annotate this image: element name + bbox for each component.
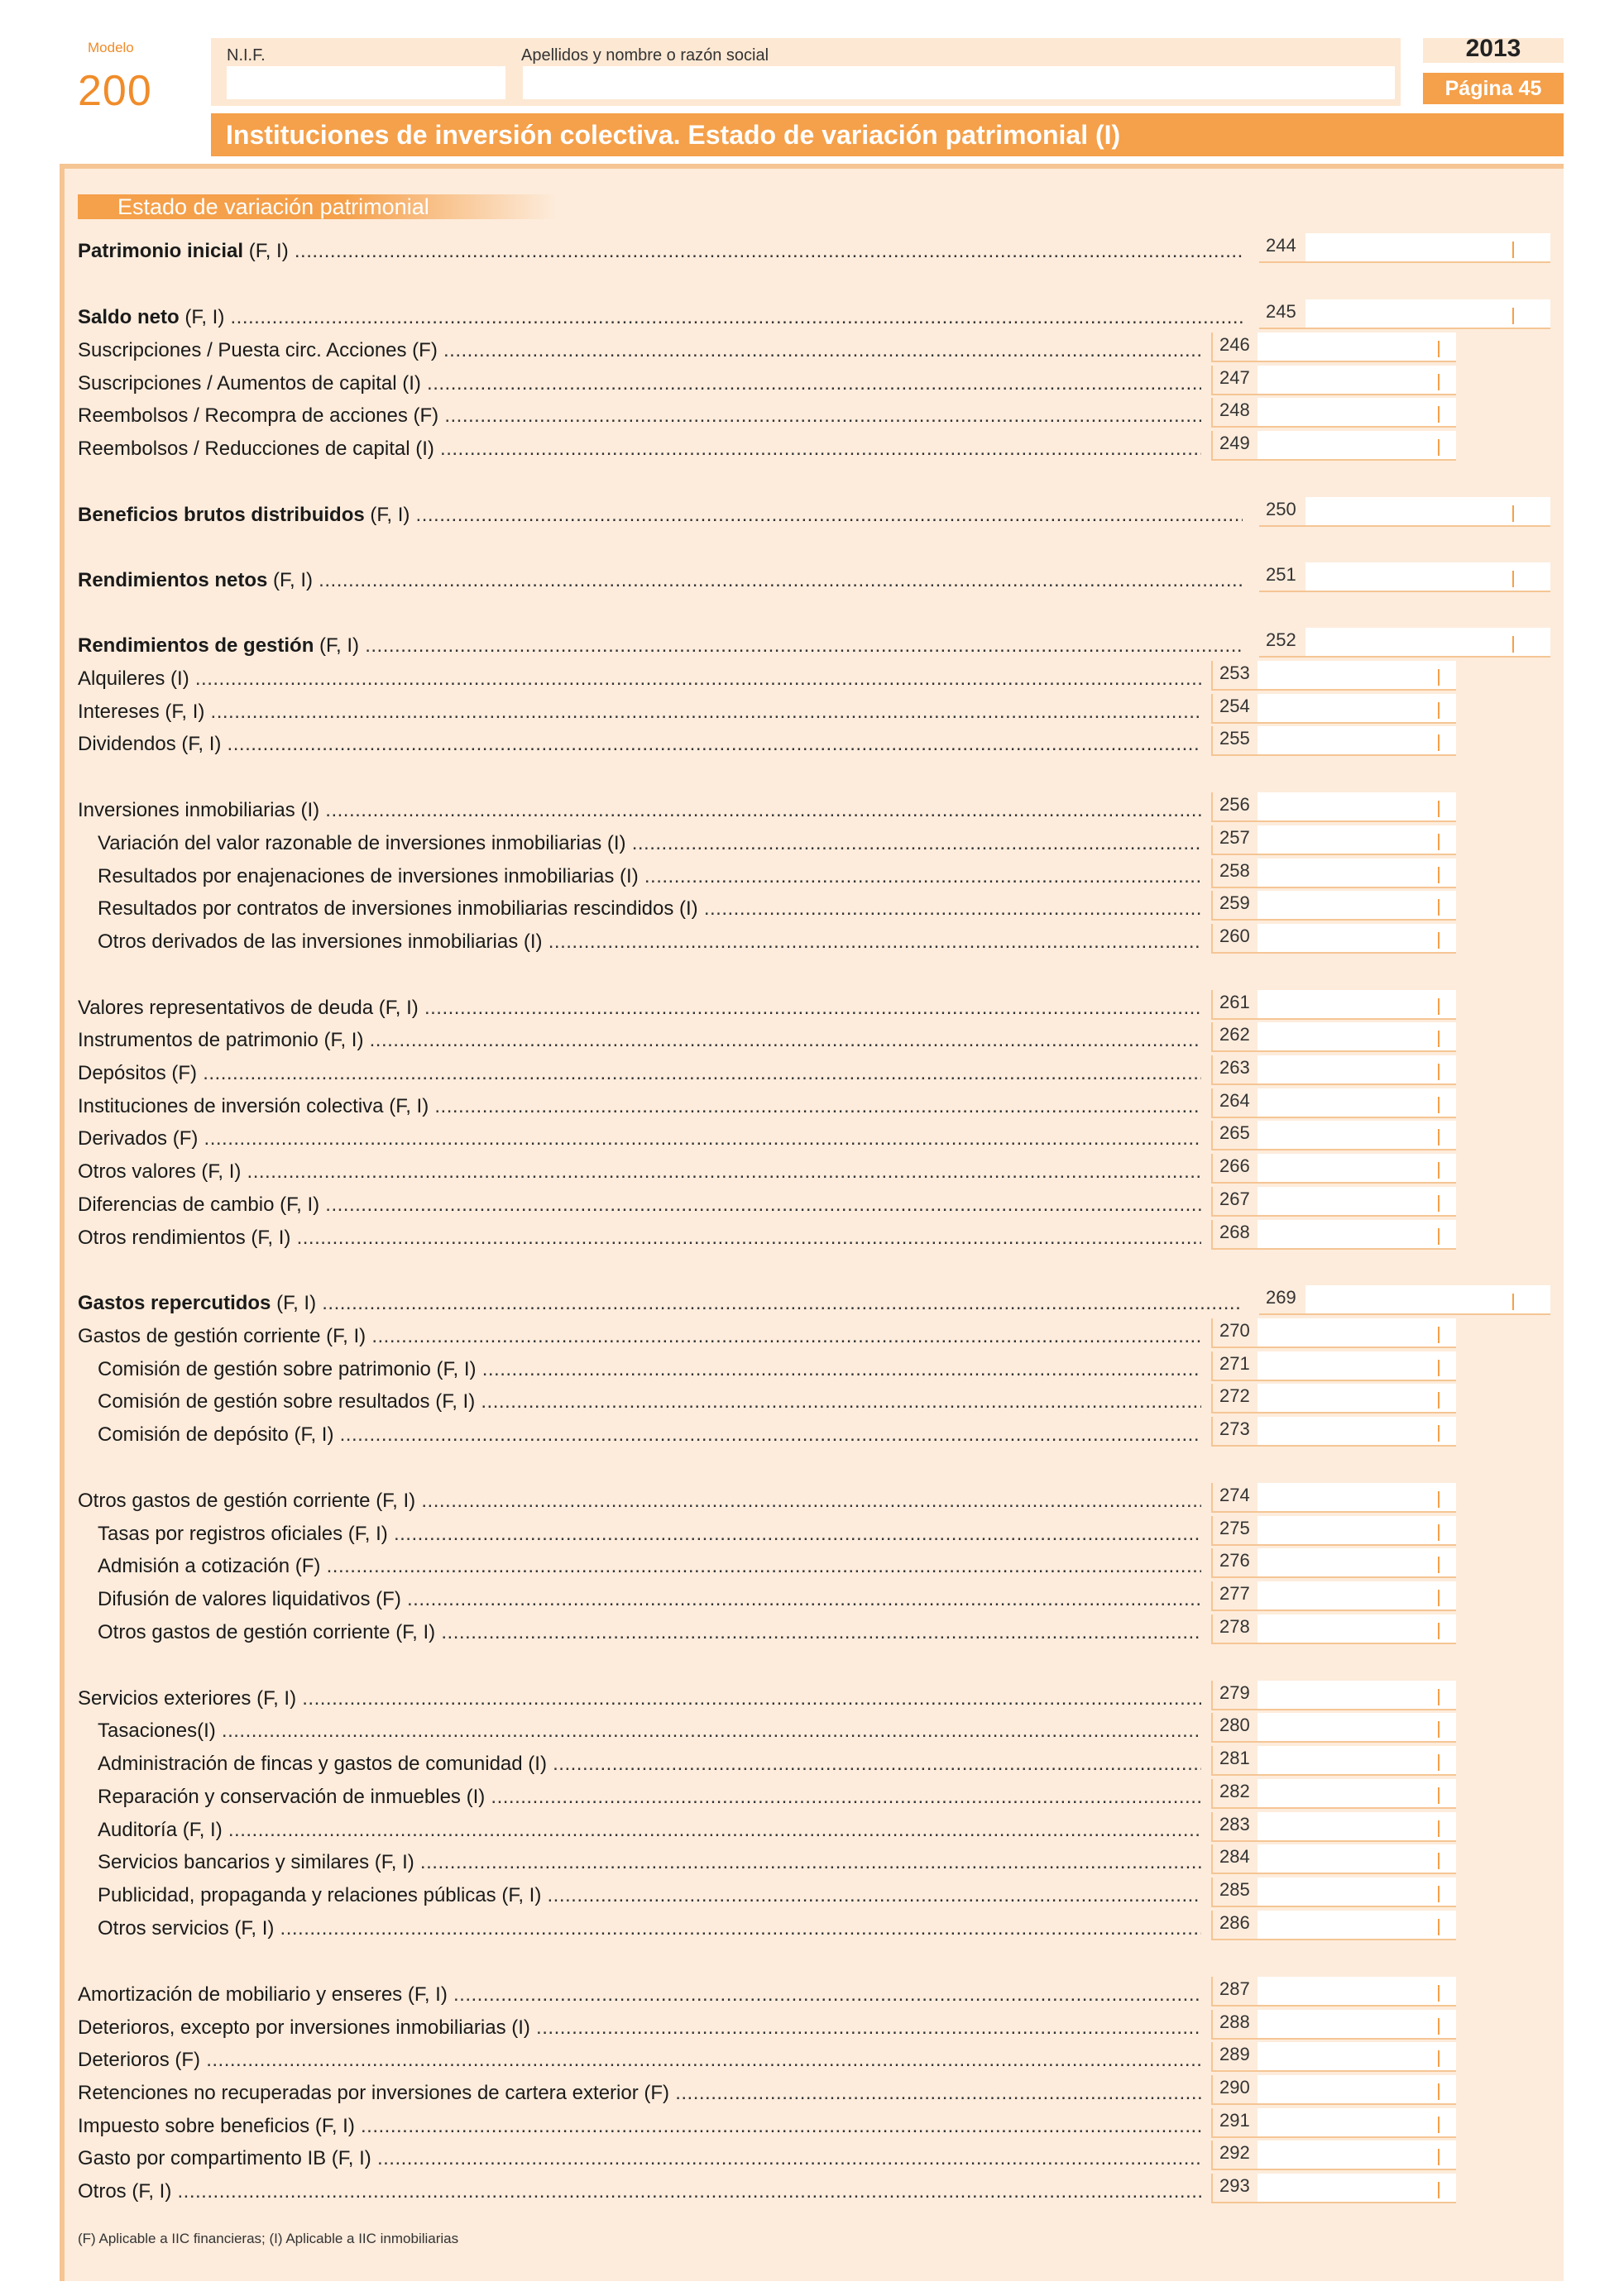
box-code-264: 264 [1211, 1088, 1258, 1118]
decimal-separator-mark [1438, 1721, 1440, 1738]
amount-field-277[interactable] [1258, 1581, 1456, 1611]
box-code-252: 252 [1259, 628, 1305, 658]
row-label-text: Otros servicios (F, I) [98, 1917, 275, 1940]
row-label-text: (F, I) [314, 634, 360, 657]
box-code-247: 247 [1211, 366, 1258, 395]
box-code-246: 246 [1211, 332, 1258, 362]
amount-field-271[interactable] [1258, 1351, 1456, 1381]
decimal-separator-mark [1438, 1524, 1440, 1541]
row-label-bold: Gastos repercutidos [78, 1292, 271, 1314]
amount-field-265[interactable] [1258, 1121, 1456, 1150]
row-label-291 [78, 2112, 1201, 2141]
decimal-separator-mark [1438, 1327, 1440, 1343]
amount-field-286[interactable] [1258, 1911, 1456, 1940]
amount-field-285[interactable] [1258, 1877, 1456, 1907]
decimal-separator-mark [1438, 1754, 1440, 1771]
row-label-text: Instituciones de inversión colectiva (F, I) [78, 1095, 429, 1117]
row-label-text: Valores representativos de deuda (F, I) [78, 997, 419, 1019]
row-label-text: Deterioros, excepto por inversiones inmobiliarias (I) [78, 2016, 530, 2039]
box-code-278: 278 [1211, 1614, 1258, 1644]
row-label-259 [98, 895, 1201, 923]
box-code-277: 277 [1211, 1581, 1258, 1611]
decimal-separator-mark [1438, 1853, 1440, 1869]
decimal-separator-mark [1438, 1787, 1440, 1804]
row-label-text: (F, I) [271, 1292, 317, 1314]
row-label-271 [98, 1356, 1201, 1384]
row-label-text: Suscripciones / Puesta circ. Acciones (F) [78, 339, 438, 361]
decimal-separator-mark [1512, 636, 1514, 653]
box-code-286: 286 [1211, 1911, 1258, 1940]
decimal-separator-mark [1438, 1590, 1440, 1606]
amount-field-251[interactable] [1305, 562, 1550, 592]
row-label-text: Instrumentos de patrimonio (F, I) [78, 1029, 364, 1051]
row-label-249 [78, 435, 1201, 463]
box-code-249: 249 [1211, 431, 1258, 461]
row-label-262 [78, 1026, 1201, 1055]
amount-field-255[interactable] [1258, 726, 1456, 756]
amount-field-289[interactable] [1258, 2042, 1456, 2072]
row-label-282 [98, 1783, 1201, 1811]
row-label-text: (F, I) [243, 240, 289, 262]
amount-field-259[interactable] [1258, 891, 1456, 921]
box-code-290: 290 [1211, 2075, 1258, 2105]
amount-field-247[interactable] [1258, 366, 1456, 395]
box-code-255: 255 [1211, 726, 1258, 756]
row-label-text: Resultados por contratos de inversiones inmobiliarias rescindidos (I) [98, 897, 698, 920]
amount-field-263[interactable] [1258, 1055, 1456, 1085]
amount-field-262[interactable] [1258, 1022, 1456, 1052]
decimal-separator-mark [1438, 899, 1440, 916]
box-code-268: 268 [1211, 1220, 1258, 1250]
box-code-270: 270 [1211, 1318, 1258, 1348]
name-label: Apellidos y nombre o razón social [521, 46, 769, 65]
row-label-text: Variación del valor razonable de inversiones inmobiliarias (I) [98, 832, 626, 854]
row-label-260 [98, 928, 1201, 956]
row-label-text: Comisión de depósito (F, I) [98, 1423, 334, 1446]
row-label-text: Gastos de gestión corriente (F, I) [78, 1325, 366, 1347]
row-label-text: Administración de fincas y gastos de comunidad (I) [98, 1753, 547, 1775]
box-code-284: 284 [1211, 1844, 1258, 1874]
amount-field-290[interactable] [1258, 2075, 1456, 2105]
row-label-text: Reembolsos / Recompra de acciones (F) [78, 404, 439, 427]
row-label-text: Auditoría (F, I) [98, 1819, 223, 1841]
row-label-text: Resultados por enajenaciones de inversiones inmobiliarias (I) [98, 865, 639, 887]
row-label-text: Impuesto sobre beneficios (F, I) [78, 2115, 355, 2137]
amount-field-281[interactable] [1258, 1746, 1456, 1776]
row-label-text: Reembolsos / Reducciones de capital (I) [78, 438, 434, 460]
row-label-277 [98, 1586, 1201, 1614]
amount-field-257[interactable] [1258, 825, 1456, 855]
box-code-285: 285 [1211, 1877, 1258, 1907]
year: 2013 [1465, 35, 1521, 62]
decimal-separator-mark [1438, 734, 1440, 751]
row-label-text: (F, I) [267, 569, 314, 591]
row-label-256 [78, 796, 1201, 825]
row-label-text: Reparación y conservación de inmuebles (I) [98, 1786, 486, 1808]
amount-field-275[interactable] [1258, 1516, 1456, 1546]
box-code-293: 293 [1211, 2174, 1258, 2203]
row-label-272 [98, 1388, 1201, 1416]
decimal-separator-mark [1438, 1985, 1440, 2002]
row-label-250 [78, 501, 1243, 529]
amount-field-272[interactable] [1258, 1384, 1456, 1413]
row-label-268 [78, 1224, 1201, 1252]
row-label-285 [98, 1882, 1201, 1910]
amount-field-283[interactable] [1258, 1812, 1456, 1842]
row-label-275 [98, 1520, 1201, 1548]
row-label-281 [98, 1750, 1201, 1778]
row-label-283 [98, 1816, 1201, 1844]
box-code-261: 261 [1211, 990, 1258, 1020]
box-code-276: 276 [1211, 1548, 1258, 1578]
decimal-separator-mark [1512, 308, 1514, 324]
row-label-276 [98, 1552, 1201, 1581]
decimal-separator-mark [1512, 571, 1514, 587]
row-label-292 [78, 2145, 1201, 2173]
row-label-257 [98, 830, 1201, 858]
decimal-separator-mark [1438, 932, 1440, 949]
panel-top-border [60, 164, 1564, 169]
box-code-292: 292 [1211, 2141, 1258, 2170]
row-label-245 [78, 304, 1243, 332]
amount-field-293[interactable] [1258, 2174, 1456, 2203]
box-code-275: 275 [1211, 1516, 1258, 1546]
box-code-289: 289 [1211, 2042, 1258, 2072]
row-label-280 [98, 1717, 1201, 1745]
row-label-258 [98, 863, 1201, 891]
amount-field-279[interactable] [1258, 1681, 1456, 1710]
box-code-256: 256 [1211, 792, 1258, 822]
row-label-text: Diferencias de cambio (F, I) [78, 1193, 320, 1216]
box-code-269: 269 [1259, 1285, 1305, 1315]
amount-field-267[interactable] [1258, 1187, 1456, 1217]
amount-field-270[interactable] [1258, 1318, 1456, 1348]
row-label-247 [78, 370, 1201, 398]
box-code-280: 280 [1211, 1713, 1258, 1743]
footnote: (F) Aplicable a IIC financieras; (I) Aplicable a IIC inmobiliarias [78, 2231, 459, 2246]
row-label-text: Comisión de gestión sobre resultados (F, I) [98, 1390, 476, 1413]
box-code-254: 254 [1211, 694, 1258, 724]
box-code-291: 291 [1211, 2108, 1258, 2138]
row-label-text: Alquileres (I) [78, 667, 189, 690]
row-label-text: Otros derivados de las inversiones inmobiliarias (I) [98, 930, 543, 953]
box-code-253: 253 [1211, 661, 1258, 691]
decimal-separator-mark [1438, 669, 1440, 686]
decimal-separator-mark [1438, 1557, 1440, 1573]
row-label-text: Servicios bancarios y similares (F, I) [98, 1851, 414, 1873]
decimal-separator-mark [1438, 1820, 1440, 1837]
decimal-separator-mark [1438, 801, 1440, 817]
amount-field-282[interactable] [1258, 1779, 1456, 1809]
amount-field-274[interactable] [1258, 1483, 1456, 1513]
decimal-separator-mark [1438, 2182, 1440, 2198]
row-label-text: Retenciones no recuperadas por inversiones de cartera exterior (F) [78, 2082, 670, 2104]
decimal-separator-mark [1438, 1097, 1440, 1113]
decimal-separator-mark [1438, 1425, 1440, 1442]
nif-label: N.I.F. [227, 46, 266, 65]
decimal-separator-mark [1438, 834, 1440, 850]
row-label-254 [78, 698, 1201, 726]
row-label-246 [78, 337, 1201, 365]
box-code-259: 259 [1211, 891, 1258, 921]
box-code-260: 260 [1211, 924, 1258, 954]
row-label-251 [78, 567, 1243, 595]
row-label-text: Deterioros (F) [78, 2049, 201, 2071]
decimal-separator-mark [1438, 1064, 1440, 1080]
amount-field-244[interactable] [1305, 233, 1550, 263]
decimal-separator-mark [1512, 1294, 1514, 1310]
row-label-text: Otros valores (F, I) [78, 1160, 242, 1183]
box-code-248: 248 [1211, 398, 1258, 428]
amount-field-273[interactable] [1258, 1417, 1456, 1447]
page-title: Instituciones de inversión colectiva. Estado de variación patrimonial (I) [211, 113, 1564, 156]
decimal-separator-mark [1438, 2083, 1440, 2100]
amount-field-288[interactable] [1258, 2010, 1456, 2040]
row-label-text: Otros (F, I) [78, 2180, 172, 2203]
row-label-252 [78, 632, 1243, 660]
decimal-separator-mark [1438, 1392, 1440, 1409]
amount-field-261[interactable] [1258, 990, 1456, 1020]
row-label-266 [78, 1158, 1201, 1186]
row-label-bold: Saldo neto [78, 306, 180, 328]
row-label-text: Otros gastos de gestión corriente (F, I) [98, 1621, 436, 1643]
decimal-separator-mark [1438, 1886, 1440, 1902]
box-code-251: 251 [1259, 562, 1305, 592]
row-label-text: (F, I) [179, 306, 225, 328]
amount-field-254[interactable] [1258, 694, 1456, 724]
decimal-separator-mark [1512, 242, 1514, 258]
decimal-separator-mark [1438, 439, 1440, 456]
box-code-282: 282 [1211, 1779, 1258, 1809]
amount-field-280[interactable] [1258, 1713, 1456, 1743]
row-label-text: Publicidad, propaganda y relaciones públicas (F, I) [98, 1884, 542, 1906]
decimal-separator-mark [1438, 702, 1440, 719]
row-label-244 [78, 237, 1243, 265]
box-code-262: 262 [1211, 1022, 1258, 1052]
section-title: Estado de variación patrimonial [78, 194, 558, 219]
row-label-265 [78, 1125, 1201, 1153]
row-label-text: Suscripciones / Aumentos de capital (I) [78, 372, 421, 395]
box-code-274: 274 [1211, 1483, 1258, 1513]
box-code-265: 265 [1211, 1121, 1258, 1150]
amount-field-264[interactable] [1258, 1088, 1456, 1118]
row-label-279 [78, 1685, 1201, 1713]
amount-field-269[interactable] [1305, 1285, 1550, 1315]
amount-field-248[interactable] [1258, 398, 1456, 428]
row-label-278 [98, 1619, 1201, 1647]
modelo-label: Modelo [88, 40, 134, 55]
amount-field-276[interactable] [1258, 1548, 1456, 1578]
decimal-separator-mark [1438, 1228, 1440, 1245]
amount-field-250[interactable] [1305, 497, 1550, 527]
box-code-267: 267 [1211, 1187, 1258, 1217]
row-label-270 [78, 1323, 1201, 1351]
row-label-text: Gasto por compartimento IB (F, I) [78, 2147, 371, 2169]
decimal-separator-mark [1438, 1360, 1440, 1376]
row-label-263 [78, 1060, 1201, 1088]
box-code-288: 288 [1211, 2010, 1258, 2040]
row-label-text: Servicios exteriores (F, I) [78, 1687, 297, 1710]
decimal-separator-mark [1438, 1919, 1440, 1935]
row-label-286 [98, 1915, 1201, 1943]
box-code-271: 271 [1211, 1351, 1258, 1381]
amount-field-278[interactable] [1258, 1614, 1456, 1644]
amount-field-246[interactable] [1258, 332, 1456, 362]
decimal-separator-mark [1438, 1491, 1440, 1508]
amount-field-252[interactable] [1305, 628, 1550, 658]
row-label-274 [78, 1487, 1201, 1515]
decimal-separator-mark [1438, 2050, 1440, 2067]
box-code-287: 287 [1211, 1977, 1258, 2007]
row-label-text: Intereses (F, I) [78, 701, 205, 723]
amount-field-284[interactable] [1258, 1844, 1456, 1874]
row-label-text: Amortización de mobiliario y enseres (F, I) [78, 1983, 448, 2006]
box-code-272: 272 [1211, 1384, 1258, 1413]
amount-field-260[interactable] [1258, 924, 1456, 954]
box-code-266: 266 [1211, 1154, 1258, 1184]
row-label-text: Derivados (F) [78, 1127, 199, 1150]
row-label-284 [98, 1849, 1201, 1877]
decimal-separator-mark [1438, 1623, 1440, 1639]
row-label-text: Difusión de valores liquidativos (F) [98, 1588, 401, 1610]
row-label-bold: Rendimientos de gestión [78, 634, 314, 657]
row-label-text: Inversiones inmobiliarias (I) [78, 799, 320, 821]
amount-field-268[interactable] [1258, 1220, 1456, 1250]
row-label-text: Depósitos (F) [78, 1062, 198, 1084]
row-label-289 [78, 2046, 1201, 2074]
row-label-253 [78, 665, 1201, 693]
decimal-separator-mark [1438, 2149, 1440, 2165]
row-label-273 [98, 1421, 1201, 1449]
row-label-269 [78, 1289, 1243, 1318]
decimal-separator-mark [1438, 1031, 1440, 1047]
decimal-separator-mark [1438, 867, 1440, 883]
row-label-text: Otros rendimientos (F, I) [78, 1227, 291, 1249]
nif-field[interactable] [227, 66, 505, 99]
decimal-separator-mark [1438, 374, 1440, 390]
amount-field-266[interactable] [1258, 1154, 1456, 1184]
decimal-separator-mark [1438, 1162, 1440, 1179]
row-label-bold: Rendimientos netos [78, 569, 268, 591]
row-label-text: Otros gastos de gestión corriente (F, I) [78, 1490, 416, 1512]
box-code-244: 244 [1259, 233, 1305, 263]
row-label-text: (F, I) [364, 504, 410, 526]
amount-field-256[interactable] [1258, 792, 1456, 822]
row-label-bold: Patrimonio inicial [78, 240, 244, 262]
row-label-248 [78, 402, 1201, 430]
box-code-279: 279 [1211, 1681, 1258, 1710]
row-label-261 [78, 994, 1201, 1022]
amount-field-287[interactable] [1258, 1977, 1456, 2007]
amount-field-292[interactable] [1258, 2141, 1456, 2170]
box-code-273: 273 [1211, 1417, 1258, 1447]
row-label-text: Comisión de gestión sobre patrimonio (F, I) [98, 1358, 477, 1380]
amount-field-291[interactable] [1258, 2108, 1456, 2138]
amount-field-245[interactable] [1305, 299, 1550, 329]
row-label-264 [78, 1093, 1201, 1121]
row-label-293 [78, 2178, 1201, 2206]
decimal-separator-mark [1438, 1689, 1440, 1705]
row-label-255 [78, 730, 1201, 758]
box-code-250: 250 [1259, 497, 1305, 527]
decimal-separator-mark [1438, 1129, 1440, 1146]
row-label-text: Dividendos (F, I) [78, 733, 222, 755]
decimal-separator-mark [1438, 341, 1440, 357]
row-label-text: Tasaciones(I) [98, 1720, 216, 1742]
decimal-separator-mark [1438, 2117, 1440, 2133]
box-code-281: 281 [1211, 1746, 1258, 1776]
decimal-separator-mark [1512, 505, 1514, 522]
row-label-290 [78, 2079, 1201, 2107]
row-label-text: Tasas por registros oficiales (F, I) [98, 1523, 388, 1545]
modelo-number: 200 [78, 67, 152, 115]
box-code-263: 263 [1211, 1055, 1258, 1085]
amount-field-249[interactable] [1258, 431, 1456, 461]
row-label-bold: Beneficios brutos distribuidos [78, 504, 365, 526]
box-code-257: 257 [1211, 825, 1258, 855]
row-label-288 [78, 2014, 1201, 2042]
page-number-badge: Página 45 [1423, 73, 1564, 104]
row-label-267 [78, 1191, 1201, 1219]
box-code-245: 245 [1259, 299, 1305, 329]
name-field[interactable] [523, 66, 1395, 99]
decimal-separator-mark [1438, 406, 1440, 423]
amount-field-253[interactable] [1258, 661, 1456, 691]
amount-field-258[interactable] [1258, 859, 1456, 888]
box-code-258: 258 [1211, 859, 1258, 888]
box-code-283: 283 [1211, 1812, 1258, 1842]
decimal-separator-mark [1438, 998, 1440, 1015]
decimal-separator-mark [1438, 2018, 1440, 2035]
row-label-287 [78, 1981, 1201, 2009]
row-label-text: Admisión a cotización (F) [98, 1555, 321, 1577]
decimal-separator-mark [1438, 1195, 1440, 1212]
